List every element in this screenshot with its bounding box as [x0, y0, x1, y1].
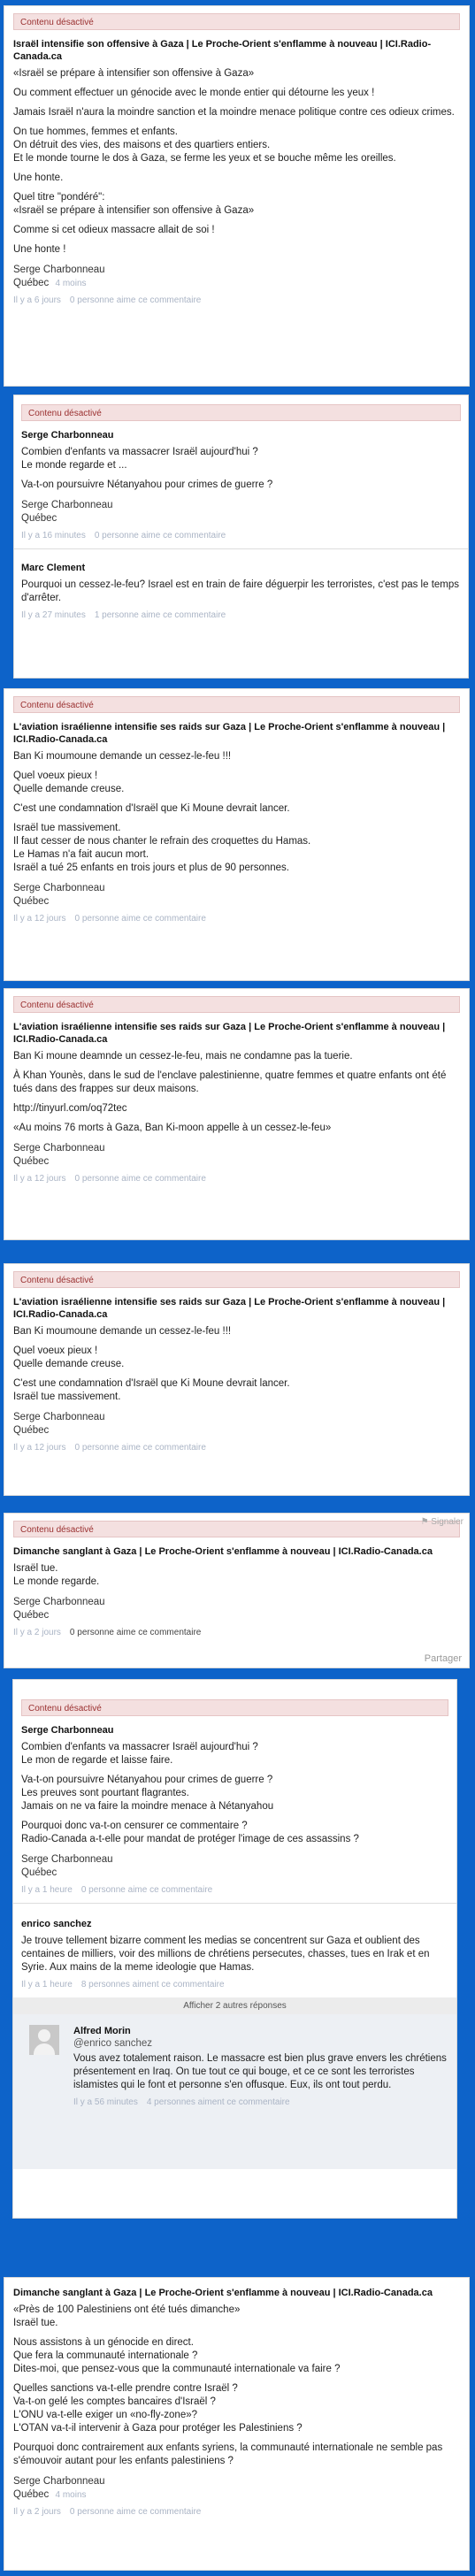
report-link[interactable]: ⚑ Signaler	[420, 1517, 464, 1527]
comment-line: «Israël se prépare à intensifier son offensive à Gaza»	[13, 68, 255, 79]
article-title[interactable]: Israël intensifie son offensive à Gaza | Le Proche-Orient s'enflamme à nouveau | ICI.Radio-Canada.ca	[13, 39, 432, 62]
comment-body	[21, 1935, 448, 1974]
location-meta: 4 moins	[55, 279, 87, 288]
comment-line: Israël tue.	[13, 2318, 58, 2328]
comment-line: Dites-moi, que pensez-vous que la communauté internationale va faire ?	[13, 2364, 341, 2374]
timestamp: Il y a 12 jours	[13, 1174, 66, 1184]
article-title[interactable]: Dimanche sanglant à Gaza | Le Proche-Orient s'enflamme à nouveau | ICI.Radio-Canada.ca	[13, 1546, 433, 1557]
comment-line: Le monde regarde.	[13, 1576, 100, 1587]
comment-line: Jamais Israël n'aura la moindre sanction et la moindre menace politique contre ces odieux crimes.	[13, 107, 455, 118]
comment-line: Quel voeux pieux !	[13, 1346, 98, 1356]
comment-line: À Khan Younès, dans le sud de l'enclave palestinienne, quatre femmes et quatre enfants ont été tués dans des frappes sur deux maisons.	[13, 1070, 447, 1094]
author-name[interactable]: Marc Clement	[21, 563, 86, 573]
like-count[interactable]: 1 personne aime ce commentaire	[94, 610, 226, 620]
comment-line: «Israël se prépare à intensifier son offensive à Gaza»	[13, 205, 255, 216]
author-name[interactable]: Serge Charbonneau	[21, 1854, 113, 1865]
author-location: Québec	[13, 1610, 50, 1621]
like-count[interactable]: 0 personne aime ce commentaire	[74, 1174, 206, 1184]
comment-line: Une honte.	[13, 172, 64, 183]
comment-line: Quelle demande creuse.	[13, 784, 125, 794]
comment-line: Radio-Canada a-t-elle pour mandat de protéger l'image de ces assassins ?	[21, 1834, 359, 1844]
comment-body	[13, 2304, 460, 2468]
timestamp: Il y a 1 heure	[21, 1885, 73, 1895]
comment-line: Combien d'enfants va massacrer Israël aujourd'hui ?	[21, 447, 258, 457]
like-count[interactable]: 0 personne aime ce commentaire	[94, 531, 226, 540]
comment-card	[4, 1263, 470, 1496]
comment-line: On tue hommes, femmes et enfants.	[13, 126, 178, 137]
comment-body	[13, 1050, 460, 1135]
author-name[interactable]: Serge Charbonneau	[13, 2476, 105, 2487]
reply-block	[13, 2014, 456, 2169]
like-count[interactable]: 0 personne aime ce commentaire	[69, 2507, 202, 2517]
author-name[interactable]: Serge Charbonneau	[13, 264, 105, 275]
comment-line[interactable]: http://tinyurl.com/oq72tec	[13, 1103, 127, 1114]
timestamp: Il y a 6 jours	[13, 295, 61, 305]
comment-line: L'OTAN va-t-il intervenir à Gaza pour protéger les Palestiniens ?	[13, 2423, 303, 2434]
timestamp: Il y a 2 jours	[13, 2507, 61, 2517]
comment-line: Le monde regarde et ...	[21, 460, 127, 471]
author-location: Québec	[13, 896, 50, 907]
share-link[interactable]: Partager	[424, 1653, 462, 1664]
disabled-banner: Contenu désactivé	[21, 404, 461, 421]
author-location: Québec	[21, 1867, 57, 1878]
like-count[interactable]: 8 personnes aiment ce commentaire	[80, 1980, 225, 1990]
comment-card	[4, 688, 470, 981]
comment-line: Quelles sanctions va-t-elle prendre contre Israël ?	[13, 2383, 238, 2394]
comment-line: Ban Ki moumoune demande un cessez-le-feu !!!	[13, 751, 232, 762]
comment-card	[4, 2277, 470, 2571]
comment-line: Ban Ki moune deamnde un cessez-le-feu, mais ne condamne pas la tuerie.	[13, 1051, 353, 1062]
like-count[interactable]: 4 personnes aiment ce commentaire	[146, 2097, 290, 2107]
like-count[interactable]: 0 personne aime ce commentaire	[74, 914, 206, 924]
show-more-replies-button[interactable]: Afficher 2 autres réponses	[13, 1997, 456, 2014]
comment-body	[21, 579, 461, 605]
comment-body	[13, 1562, 460, 1589]
article-title[interactable]: L'aviation israélienne intensifie ses raids sur Gaza | Le Proche-Orient s'enflamme à nouveau | ICI.Radio-Canada.ca	[13, 1022, 446, 1045]
comment-line: Vous avez totalement raison. Le massacre est bien plus grave envers les chrétiens présentement en Iraq. On tue tout ce qui bouge, et ce ce sont les terroristes islamistes qui le font et personne s'en offusque. Eux, ils ont tout perdu.	[73, 2053, 447, 2090]
comment-line: Le Hamas n'a fait aucun mort.	[13, 849, 149, 860]
comment-line: Le mon de regarde et laisse faire.	[21, 1755, 173, 1766]
author-name[interactable]: Serge Charbonneau	[21, 500, 113, 510]
article-title[interactable]: L'aviation israélienne intensifie ses raids sur Gaza | Le Proche-Orient s'enflamme à nouveau | ICI.Radio-Canada.ca	[13, 722, 446, 745]
article-title[interactable]: L'aviation israélienne intensifie ses raids sur Gaza | Le Proche-Orient s'enflamme à nouveau | ICI.Radio-Canada.ca	[13, 1297, 446, 1320]
comment-line: Et le monde tourne le dos à Gaza, se ferme les yeux et se bouche même les oreilles.	[13, 153, 396, 164]
like-count[interactable]: 0 personne aime ce commentaire	[74, 1443, 206, 1453]
comment-body	[21, 446, 461, 492]
author-location: Québec	[13, 278, 50, 288]
comment-line: Une honte !	[13, 244, 66, 255]
comment-line: Pourquoi donc contrairement aux enfants syriens, la communauté internationale ne semble pas s'émouvoir autant pour les enfants palestiniens ?	[13, 2442, 443, 2466]
comment-line: Israël tue.	[13, 1563, 58, 1574]
comment-line: Jamais on ne va faire la moindre menace à Nétanyahou	[21, 1801, 274, 1812]
comment-line: Va-t-on gelé les comptes bancaires d'Israël ?	[13, 2396, 216, 2407]
comment-line: Quel titre "pondéré":	[13, 192, 105, 203]
disabled-banner: Contenu désactivé	[13, 1521, 460, 1537]
author-name[interactable]: Serge Charbonneau	[21, 430, 114, 441]
comment-card	[4, 988, 470, 1240]
comment-line: C'est une condamnation d'Israël que Ki Moune devrait lancer.	[13, 803, 290, 814]
comment-line: Pourquoi donc va-t-on censurer ce commentaire ?	[21, 1821, 248, 1831]
timestamp: Il y a 2 jours	[13, 1628, 61, 1637]
comment-line: Je trouve tellement bizarre comment les medias se concentrent sur Gaza et oublient des centaines de milliers, voir des millions de chrétiens persecutes, chasses, tues en Irak et en Syrie. Aux mains de la meme ideologie que Hamas.	[21, 1936, 430, 1973]
comment-body	[13, 1325, 460, 1404]
author-name[interactable]: Serge Charbonneau	[13, 883, 105, 893]
comment-line: Comme si cet odieux massacre allait de soi !	[13, 225, 215, 235]
comment-line: Ban Ki moumoune demande un cessez-le-feu !!!	[13, 1326, 232, 1337]
comment-body	[21, 1741, 448, 1846]
comment-line: Israël a tué 25 enfants en trois jours et plus de 90 personnes.	[13, 862, 289, 873]
comment-line: Il faut cesser de nous chanter le refrain des croquettes du Hamas.	[13, 836, 311, 847]
comment-line: Israël tue massivement.	[13, 823, 121, 833]
comment-body	[13, 750, 460, 875]
comment-body	[13, 67, 460, 257]
comment-line: Va-t-on poursuivre Nétanyahou pour crimes de guerre ?	[21, 1775, 273, 1785]
disabled-banner: Contenu désactivé	[13, 13, 460, 30]
comment-line: «Au moins 76 morts à Gaza, Ban Ki-moon appelle à un cessez-le-feu»	[13, 1123, 332, 1133]
location-meta: 4 moins	[55, 2490, 87, 2500]
timestamp: Il y a 1 heure	[21, 1980, 73, 1990]
timestamp: Il y a 12 jours	[13, 1443, 66, 1453]
author-name[interactable]: Serge Charbonneau	[13, 1143, 105, 1154]
comment-body	[73, 2052, 448, 2092]
comment-line: Nous assistons à un génocide en direct.	[13, 2337, 194, 2348]
timestamp: Il y a 16 minutes	[21, 531, 86, 540]
disabled-banner: Contenu désactivé	[13, 1271, 460, 1288]
reply-mention[interactable]: @enrico sanchez	[73, 2038, 153, 2049]
comment-line: Quelle demande creuse.	[13, 1359, 125, 1369]
timestamp: Il y a 56 minutes	[73, 2097, 138, 2107]
author-name[interactable]: Serge Charbonneau	[13, 1412, 105, 1422]
comment-line: Va-t-on poursuivre Nétanyahou pour crimes de guerre ?	[21, 479, 273, 490]
comment-line: Combien d'enfants va massacrer Israël aujourd'hui ?	[21, 1742, 258, 1752]
like-count[interactable]: 0 personne aime ce commentaire	[69, 295, 202, 305]
author-location: Québec	[21, 513, 57, 524]
comment-line: Quel voeux pieux !	[13, 770, 98, 781]
comment-card	[4, 1513, 470, 1668]
article-title[interactable]: Dimanche sanglant à Gaza | Le Proche-Orient s'enflamme à nouveau | ICI.Radio-Canada.ca	[13, 2288, 433, 2298]
comment-line: Ou comment effectuer un génocide avec le monde entier qui détourne les yeux !	[13, 88, 375, 98]
avatar[interactable]	[29, 2025, 59, 2055]
author-name[interactable]: Serge Charbonneau	[21, 1725, 114, 1736]
like-count[interactable]: 0 personne aime ce commentaire	[69, 1628, 202, 1637]
author-location: Québec	[13, 2489, 50, 2500]
comment-line: Pourquoi un cessez-le-feu? Israel est en train de faire déguerpir les terroristes, c'est pas le temps d'arrêter.	[21, 579, 460, 603]
comment-line: On détruit des vies, des maisons et des quartiers entiers.	[13, 140, 271, 150]
timestamp: Il y a 12 jours	[13, 914, 66, 924]
author-name[interactable]: Serge Charbonneau	[13, 1597, 105, 1607]
disabled-banner: Contenu désactivé	[13, 696, 460, 713]
author-name[interactable]: Alfred Morin	[73, 2026, 131, 2036]
comment-line: «Près de 100 Palestiniens ont été tués dimanche»	[13, 2304, 241, 2315]
comment-line: C'est une condamnation d'Israël que Ki Moune devrait lancer.	[13, 1378, 290, 1389]
comment-card	[4, 5, 470, 387]
comment-line: L'ONU va-t-elle exiger un «no-fly-zone»?	[13, 2410, 198, 2420]
author-name[interactable]: enrico sanchez	[21, 1919, 92, 1929]
author-location: Québec	[13, 1156, 50, 1167]
comment-card	[12, 1679, 457, 2219]
author-location: Québec	[13, 1425, 50, 1436]
like-count[interactable]: 0 personne aime ce commentaire	[80, 1885, 213, 1895]
comment-card	[13, 395, 469, 678]
comment-line: Les preuves sont pourtant flagrantes.	[21, 1788, 189, 1798]
disabled-banner: Contenu désactivé	[13, 996, 460, 1013]
comment-line: Que fera la communauté internationale ?	[13, 2350, 198, 2361]
disabled-banner: Contenu désactivé	[21, 1699, 448, 1716]
comment-line: Israël tue massivement.	[13, 1392, 121, 1402]
timestamp: Il y a 27 minutes	[21, 610, 86, 620]
